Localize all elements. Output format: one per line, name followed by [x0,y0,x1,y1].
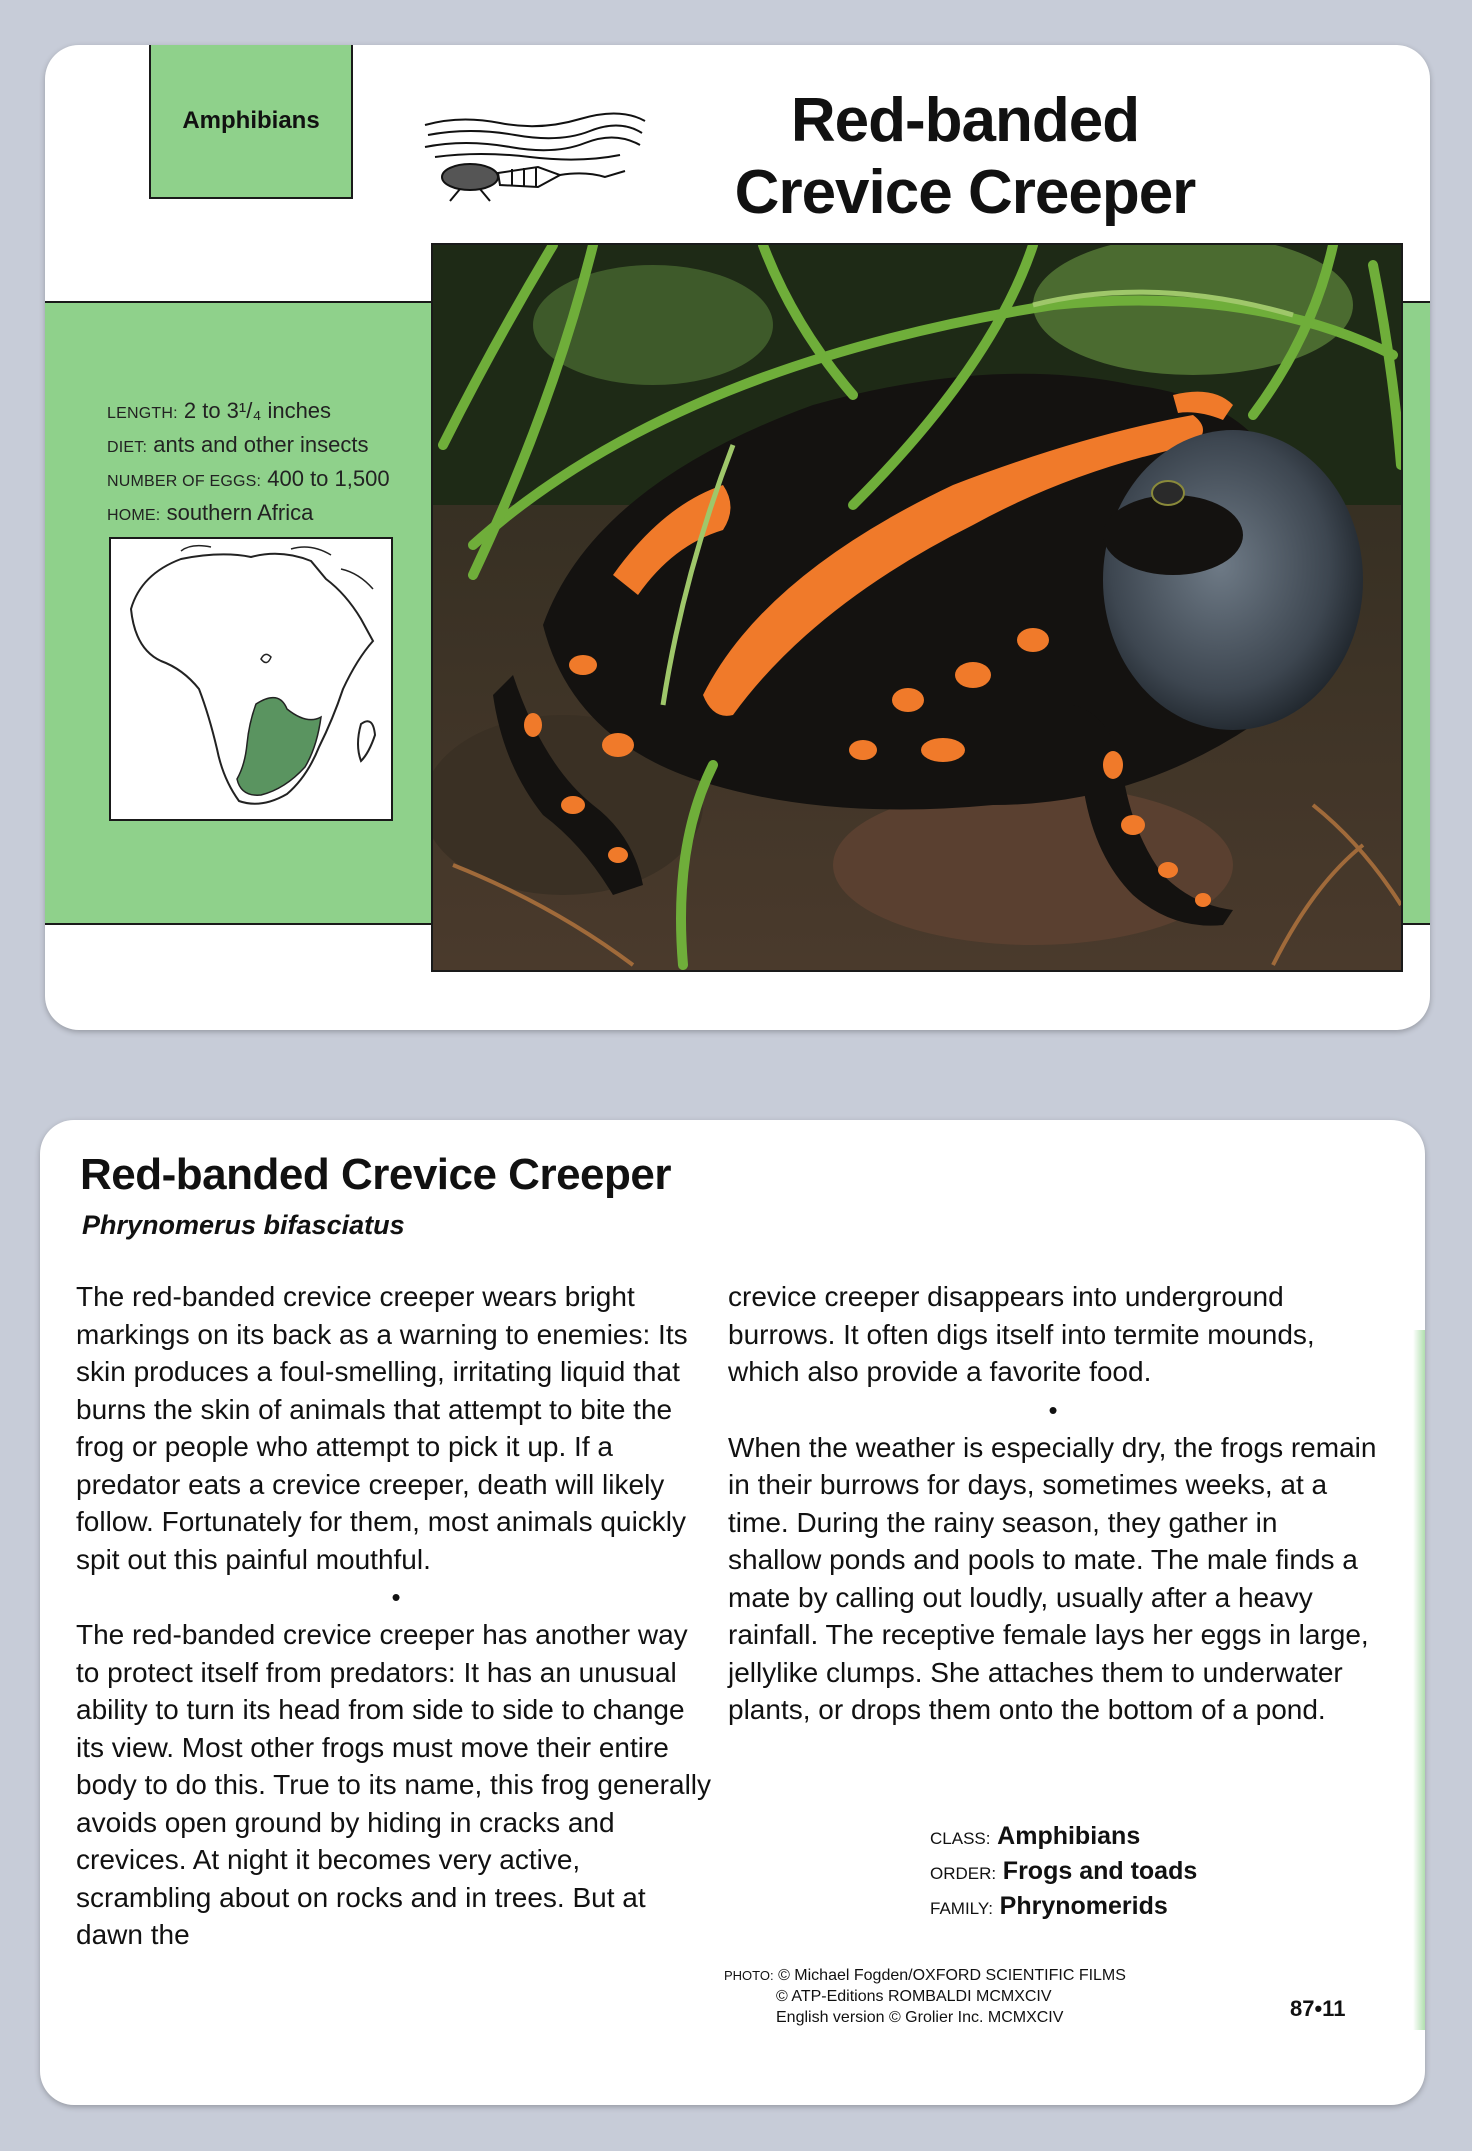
family-value: Phrynomerids [999,1892,1168,1920]
fact-list [107,395,397,531]
paragraph: crevice creeper disappears into underground burrows. It often digs itself into termite mounds, which also provide a favorite food. [728,1281,1315,1387]
credit-line-1 [724,1965,1126,1986]
front-title-line2: Crevice Creeper [734,157,1196,227]
category-label: Amphibians [182,107,320,134]
class-row [930,1820,1197,1855]
photo-credits [724,1965,1126,2028]
frog-photo [431,243,1403,972]
family-key: FAMILY: [930,1899,993,1918]
paragraph: The red-banded crevice creeper wears bright markings on its back as a warning to enemies: Its skin produces a foul-smelling, irritating liquid that burns the skin of animals that attempt to bite the frog or people who attempt to pick it up. If a predator eats a crevice creeper, death will likely follow. Fortunately for them, most animals quickly spit out this painful mouthful. [76,1281,688,1575]
frog-illustration [433,245,1401,970]
paragraph: The red-banded crevice creeper has another way to protect itself from predators: It has an unusual ability to turn its head from side to side to change its view. Most other frogs must move their entire body to do this. True to its name, this frog generally avoids open ground by hiding in cracks and crevices. At night it becomes very active, scrambling about on rocks and in trees. But at dawn the [76,1619,712,1950]
front-card [45,45,1430,1030]
africa-map-icon [111,539,391,819]
paragraph-separator: • [391,1582,401,1612]
classification-block [930,1820,1197,1925]
credit-line-2: © ATP-Editions ROMBALDI MCMXCIV [776,1988,1052,2005]
fact-eggs [107,463,397,497]
paragraph-separator: • [1048,1394,1058,1425]
class-value: Amphibians [997,1822,1141,1850]
front-title-line1: Red-banded [790,86,1140,155]
fact-home [107,497,397,531]
back-title: Red-banded Crevice Creeper [80,1150,671,1199]
order-key: ORDER: [930,1864,997,1883]
text-column-right [728,1278,1378,1729]
card-number: 87•11 [1290,1996,1346,2021]
front-title [645,85,1285,229]
green-edge-tint [1413,1330,1425,2030]
class-key: CLASS: [930,1829,991,1848]
water-creature-icon [420,105,650,205]
fact-key: LENGTH: [107,405,178,422]
fact-diet [107,429,397,463]
credit-key: PHOTO: [724,1968,774,1983]
credit-line-3: English version © Grolier Inc. MCMXCIV [776,2009,1064,2026]
fact-key: NUMBER OF EGGS: [107,473,262,490]
order-value: Frogs and toads [1002,1857,1198,1885]
fact-value: 400 to 1,500 [267,466,390,491]
family-row [930,1890,1197,1925]
order-row [930,1855,1197,1890]
fact-key: HOME: [107,507,161,524]
fact-key: DIET: [107,439,148,456]
scientific-name: Phrynomerus bifasciatus [82,1210,405,1240]
credit-value: © Michael Fogden/OXFORD SCIENTIFIC FILMS [778,1967,1126,1984]
paragraph: When the weather is especially dry, the frogs remain in their burrows for days, sometimes weeks, at a time. During the rainy season, they gather in shallow ponds and pools to mate. The male finds a mate by calling out loudly, usually after a heavy rainfall. The receptive female lays her eggs in large, jellylike clumps. She attaches them to underwater plants, or drops them onto the bottom of a pond. [728,1431,1377,1725]
fact-value: ants and other insects [153,432,369,457]
text-column-left [76,1278,716,1954]
range-map [109,537,393,821]
fact-value: southern Africa [166,500,314,525]
fact-value: 2 to 3¹/₄ inches [183,398,332,423]
category-badge [149,45,353,199]
back-card [40,1120,1425,2105]
fact-length [107,395,397,429]
